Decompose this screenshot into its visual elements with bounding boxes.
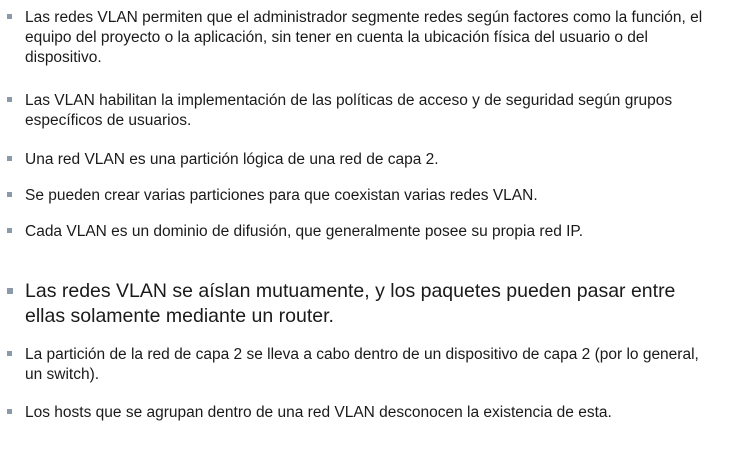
square-bullet-icon bbox=[7, 14, 12, 19]
bullet-text: Se pueden crear varias particiones para que coexistan varias redes VLAN. bbox=[25, 187, 538, 204]
square-bullet-icon bbox=[7, 192, 12, 197]
bullet-text: Los hosts que se agrupan dentro de una red VLAN desconocen la existencia de esta. bbox=[25, 404, 612, 421]
bullet-text: La partición de la red de capa 2 se lleva a cabo dentro de un dispositivo de capa 2 (por lo general, un switch). bbox=[25, 346, 699, 383]
bullet-text: Las redes VLAN permiten que el administrador segmente redes según factores como la función, el equipo del proyecto o la aplicación, sin tener en cuenta la ubicación física del usuario o del dispositivo. bbox=[25, 9, 703, 66]
square-bullet-icon bbox=[7, 228, 12, 233]
bullet-text: Las VLAN habilitan la implementación de las políticas de acceso y de seguridad según grupos específicos de usuarios. bbox=[25, 92, 673, 129]
square-bullet-icon bbox=[7, 288, 13, 294]
square-bullet-icon bbox=[7, 409, 12, 414]
square-bullet-icon bbox=[7, 97, 12, 102]
square-bullet-icon bbox=[7, 351, 12, 356]
bullet-text: Una red VLAN es una partición lógica de una red de capa 2. bbox=[25, 151, 439, 168]
bullet-text: Cada VLAN es un dominio de difusión, que generalmente posee su propia red IP. bbox=[25, 223, 584, 240]
bullet-text: Las redes VLAN se aíslan mutuamente, y los paquetes pueden pasar entre ellas solamente mediante un router. bbox=[25, 280, 676, 327]
square-bullet-icon bbox=[7, 156, 12, 161]
